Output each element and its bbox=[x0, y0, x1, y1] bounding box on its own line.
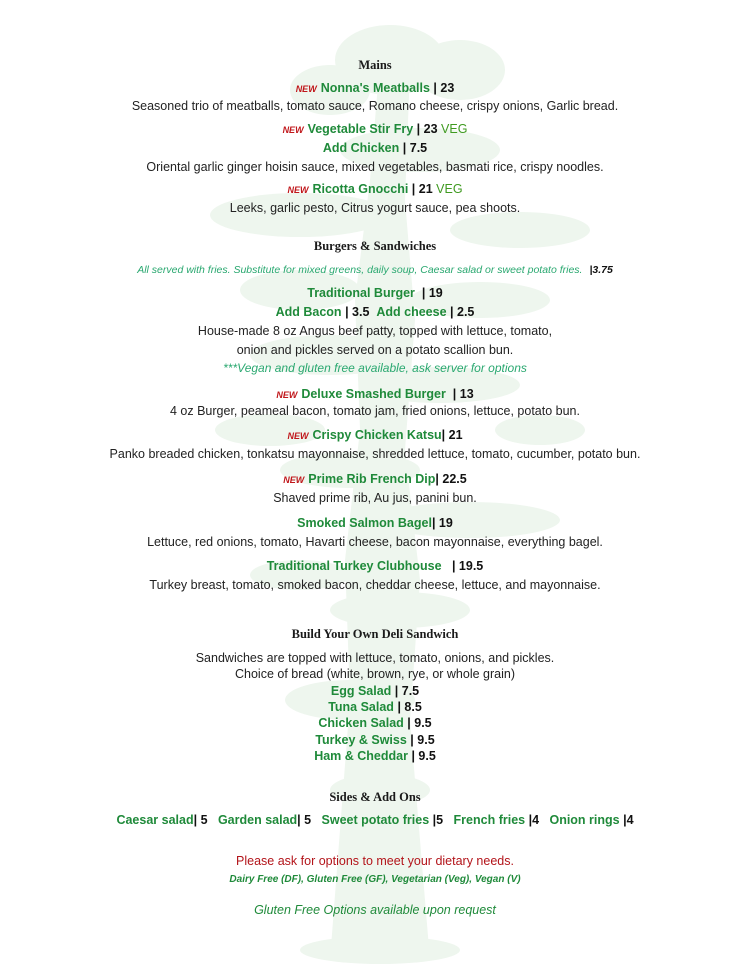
gluten-free-note bbox=[0, 902, 750, 918]
item-name: Tuna Salad bbox=[328, 700, 394, 714]
burgers-note bbox=[0, 261, 750, 278]
addon-price: | 2.5 bbox=[450, 305, 475, 319]
stirfry-addon bbox=[0, 140, 750, 156]
diet-legend-text: Dairy Free (DF), Gluten Free (GF), Vegetarian (Veg), Vegan (V) bbox=[229, 874, 521, 885]
item-description: Seasoned trio of meatballs, tomato sauce, Romano cheese, crispy onions, Garlic bread. bbox=[131, 99, 619, 113]
deli-item bbox=[0, 699, 750, 715]
item-name: Prime Rib French Dip bbox=[308, 472, 436, 486]
side-price: | 5 bbox=[297, 813, 312, 827]
deli-toppings: Sandwiches are topped with lettuce, tomato, onions, and pickles. bbox=[195, 651, 555, 665]
katsu-item bbox=[0, 427, 750, 444]
item-name: Egg Salad bbox=[330, 684, 392, 698]
side-name: Garden salad bbox=[217, 813, 298, 827]
new-badge: NEW bbox=[282, 125, 304, 135]
item-price: | 22.5 bbox=[435, 472, 467, 486]
clubhouse-item bbox=[0, 558, 750, 574]
item-price: | 9.5 bbox=[411, 749, 436, 763]
item-description: onion and pickles served on a potato scallion bun. bbox=[236, 343, 514, 357]
burgers-heading: Burgers & Sandwiches bbox=[313, 239, 437, 253]
item-description: 4 oz Burger, peameal bacon, tomato jam, fried onions, lettuce, potato bun. bbox=[170, 404, 580, 418]
item-price: | 8.5 bbox=[397, 700, 422, 714]
deli-heading: Build Your Own Deli Sandwich bbox=[291, 627, 459, 641]
new-badge: NEW bbox=[287, 431, 309, 441]
item-name: Ham & Cheddar bbox=[314, 749, 408, 763]
meatballs-item bbox=[0, 80, 750, 97]
dietary-ask: Please ask for options to meet your dietary needs. bbox=[236, 854, 514, 868]
item-price: | 19.5 bbox=[451, 559, 484, 573]
new-badge: NEW bbox=[283, 475, 305, 485]
side-name: Caesar salad bbox=[116, 813, 194, 827]
prime-rib-item bbox=[0, 471, 750, 488]
new-badge: NEW bbox=[276, 390, 298, 400]
diet-legend bbox=[0, 870, 750, 888]
sides-heading: Sides & Add Ons bbox=[329, 790, 421, 804]
side-name: Sweet potato fries bbox=[321, 813, 430, 827]
deli-item bbox=[0, 732, 750, 748]
item-name: Chicken Salad bbox=[318, 716, 404, 730]
item-name: Smoked Salmon Bagel bbox=[297, 516, 432, 530]
item-price: | 19 bbox=[431, 516, 453, 530]
item-name: Ricotta Gnocchi bbox=[312, 182, 409, 196]
side-price: |4 bbox=[623, 813, 634, 827]
salmon-bagel-item bbox=[0, 515, 750, 531]
addon-name: Add Bacon bbox=[275, 305, 342, 319]
item-description: Shaved prime rib, Au jus, panini bun. bbox=[273, 491, 477, 505]
side-name: Onion rings bbox=[549, 813, 620, 827]
item-name: Crispy Chicken Katsu bbox=[312, 428, 442, 442]
item-price: | 21 bbox=[411, 182, 433, 196]
item-name: Turkey & Swiss bbox=[315, 733, 407, 747]
side-price: | 5 bbox=[193, 813, 208, 827]
deli-item bbox=[0, 683, 750, 699]
item-price: | 13 bbox=[452, 387, 474, 401]
addon-price: | 3.5 bbox=[345, 305, 370, 319]
sides-list bbox=[0, 812, 750, 828]
new-badge: NEW bbox=[287, 185, 309, 195]
deli-bread: Choice of bread (white, brown, rye, or whole grain) bbox=[235, 667, 515, 681]
traditional-burger-item bbox=[0, 285, 750, 301]
side-price: |4 bbox=[528, 813, 540, 827]
deli-item bbox=[0, 748, 750, 764]
smashed-burger-item bbox=[0, 386, 750, 403]
item-name: Vegetable Stir Fry bbox=[307, 122, 414, 136]
mains-heading: Mains bbox=[358, 58, 392, 72]
fries-substitution-note: All served with fries. Substitute for mixed greens, daily soup, Caesar salad or sweet potato fries. bbox=[137, 264, 583, 276]
item-description: House-made 8 oz Angus beef patty, topped with lettuce, tomato, bbox=[197, 324, 553, 338]
item-description: Oriental garlic ginger hoisin sauce, mixed vegetables, basmati rice, crispy noodles. bbox=[146, 160, 604, 174]
addon-name: Add cheese bbox=[376, 305, 447, 319]
veg-tag: VEG bbox=[441, 122, 468, 136]
addon-price: | 7.5 bbox=[402, 141, 428, 155]
item-name: Traditional Turkey Clubhouse bbox=[266, 559, 442, 573]
item-price: | 7.5 bbox=[394, 684, 420, 698]
item-price: | 23 bbox=[416, 122, 438, 136]
item-name: Nonna's Meatballs bbox=[320, 81, 430, 95]
item-description: Turkey breast, tomato, smoked bacon, cheddar cheese, lettuce, and mayonnaise. bbox=[149, 578, 601, 592]
gluten-free-text: Gluten Free Options available upon request bbox=[254, 903, 496, 917]
item-price: | 19 bbox=[421, 286, 443, 300]
item-price: | 21 bbox=[441, 428, 463, 442]
stirfry-item bbox=[0, 121, 750, 138]
item-name: Traditional Burger bbox=[307, 286, 415, 300]
new-badge: NEW bbox=[295, 84, 317, 94]
veg-tag: VEG bbox=[436, 182, 463, 196]
side-name: French fries bbox=[453, 813, 526, 827]
vegan-note-text: ***Vegan and gluten free available, ask server for options bbox=[223, 361, 527, 375]
item-name: Deluxe Smashed Burger bbox=[301, 387, 446, 401]
substitution-price: |3.75 bbox=[589, 264, 613, 276]
item-description: Panko breaded chicken, tonkatsu mayonnaise, shredded lettuce, tomato, cucumber, potato bun. bbox=[109, 447, 641, 461]
side-price: |5 bbox=[432, 813, 444, 827]
item-price: | 9.5 bbox=[410, 733, 435, 747]
gnocchi-item bbox=[0, 181, 750, 198]
addon-name: Add Chicken bbox=[322, 141, 400, 155]
item-price: | 23 bbox=[433, 81, 455, 95]
item-description: Leeks, garlic pesto, Citrus yogurt sauce, pea shoots. bbox=[229, 201, 521, 215]
item-description: Lettuce, red onions, tomato, Havarti cheese, bacon mayonnaise, everything bagel. bbox=[147, 535, 603, 549]
dietary-needs-note bbox=[0, 853, 750, 869]
deli-item bbox=[0, 715, 750, 731]
item-price: | 9.5 bbox=[407, 716, 432, 730]
vegan-note bbox=[0, 360, 750, 376]
burger-addons bbox=[0, 304, 750, 320]
